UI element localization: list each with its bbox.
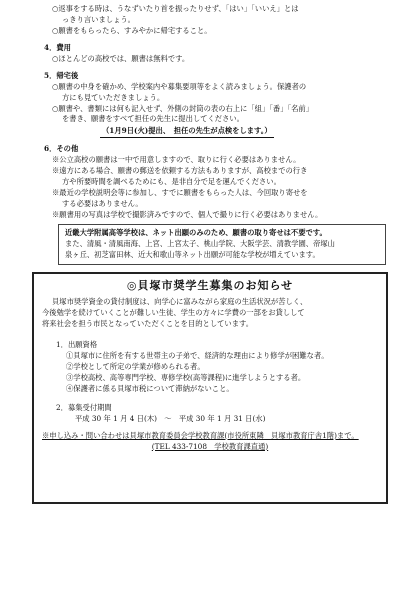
scholarship-box — [32, 272, 388, 504]
text-line: ○返事をする時は、うなずいたり首を振ったりせず、「はい」「いいえ」とは — [52, 4, 299, 13]
text-line: っきり言いましょう。 — [62, 14, 135, 24]
section3-tail — [38, 4, 388, 37]
scholarship-intro: 貝塚市奨学資金の貸付制度は、向学心に富みながら家庭の生活状況が苦しく、 — [52, 297, 308, 307]
section-heading: 4．費用 — [44, 42, 71, 52]
section-other — [38, 144, 388, 221]
period-heading: 2．募集受付期間 — [56, 402, 112, 412]
notice-line: また、清風・清風南海、上宮、上宮太子、桃山学院、大阪学芸、清教学園、帝塚山 — [65, 238, 335, 248]
text-line: ※最近の学校説明会等に参加し、すでに願書をもらった人は、今回取り寄せを — [52, 188, 308, 198]
text-line: ○願書や、書類には何も記入せず、外側の封筒の表の右上に「組」「番」「名前」 — [52, 103, 314, 113]
text-line: ○願書の中身を確かめ、学校案内や募集要項等をよく読みましょう。保護者の — [52, 81, 307, 91]
contact-info: ※申し込み・問い合わせは貝塚市教育委員会学校教育課(市役所東隣 貝塚市教育庁舎1階)まで。 — [42, 430, 359, 440]
section-fees — [38, 43, 388, 65]
text-line: ※公立高校の願書は一中で用意しますので、取りに行く必要はありません。 — [52, 155, 301, 165]
section-after-return — [38, 71, 388, 139]
eligibility-item: ①貝塚市に住所を有する世帯主の子弟で、経済的な理由により修学が困難な者。 — [66, 350, 329, 360]
text-line: ※遠方にある場合、願書の郵送を依頼する方法もありますが、高校までの行き — [52, 166, 308, 176]
scholarship-intro: 今後勉学を続けていくことが難しい生徒、学生の方々に学費の一部をお貸しして — [42, 308, 305, 318]
eligibility-heading: 1．出願資格 — [56, 340, 98, 349]
eligibility-item: ②学校として所定の学業が修められる者。 — [66, 361, 205, 371]
text-line: ○願書をもらったら、すみやかに帰宅すること。 — [52, 25, 212, 35]
text-line: 方や所要時間を調べるためにも、是非自分で足を運んでください。 — [62, 177, 281, 187]
document-page — [38, 4, 388, 504]
application-period: 平成 30 年 1 月 4 日(木) ～ 平成 30 年 1 月 31 日(水) — [75, 413, 266, 423]
net-application-notice — [58, 224, 386, 265]
notice-title: 近畿大学附属高等学校は、ネット出願のみのため、願書の取り寄せは不要です。 — [65, 227, 327, 237]
contact-tel: (TEL 433-7108 学校教育課直通) — [151, 441, 269, 451]
text-line: ○ほとんどの高校では、願書は無料です。 — [52, 53, 190, 63]
text-line: ※願書用の写真は学校で撮影済みですので、個人で撮りに行く必要はありません。 — [52, 209, 323, 219]
eligibility-item: ③学校高校、高等専門学校、専修学校(高等課程)に進学しようとする者。 — [66, 372, 306, 382]
deadline-note: （1月9日(火)提出、 担任の先生が点検をします。） — [100, 126, 274, 138]
section-heading: 6．その他 — [44, 144, 79, 154]
notice-line: 泉ヶ丘、初芝富田林、近大和歌山等ネット出願が可能な学校が増えています。 — [65, 249, 320, 259]
text-line: を書き、願書をすべて担任の先生に提出してください。 — [62, 114, 244, 124]
scholarship-intro: 将来社会を担う市民となっていただくことを目的としています。 — [42, 319, 254, 329]
section-heading: 5．帰宅後 — [44, 70, 79, 80]
scholarship-title: ◎貝塚市奨学生募集のお知らせ — [126, 278, 294, 292]
text-line: する必要はありません。 — [62, 199, 143, 208]
text-line: 方にも見ていただきましょう。 — [62, 92, 165, 102]
eligibility-item: ④保護者に係る貝塚市税について滞納がないこと。 — [66, 383, 234, 393]
